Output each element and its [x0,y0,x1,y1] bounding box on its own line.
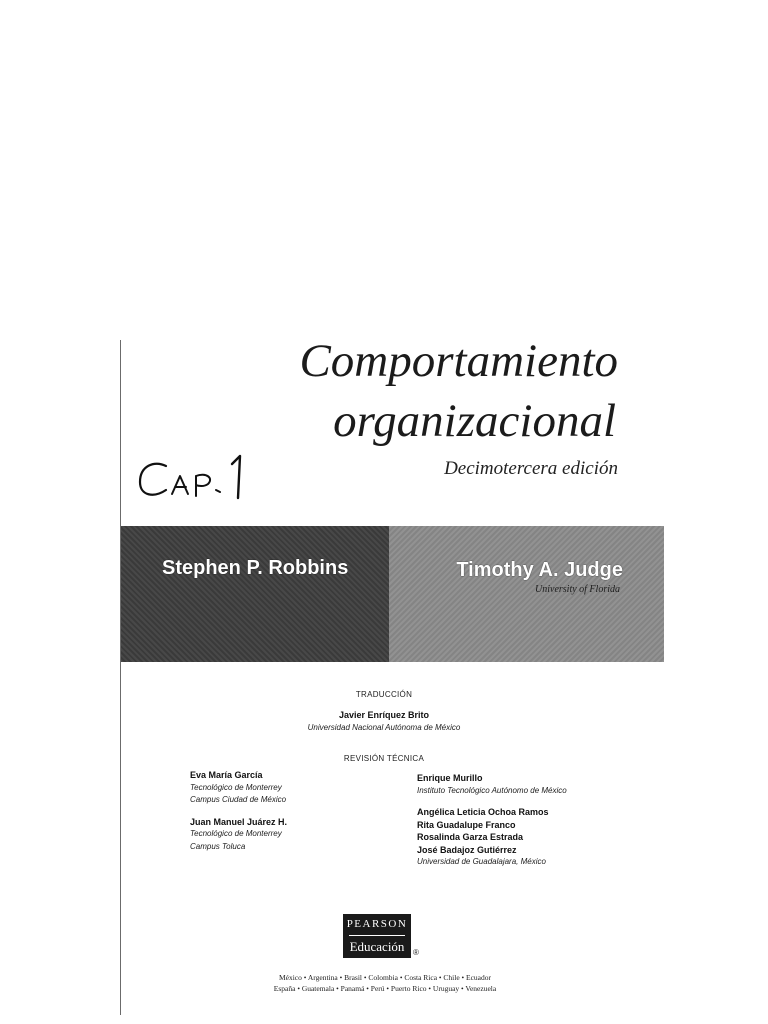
pearson-logo [343,914,411,958]
reviewer-name: José Badajoz Gutiérrez [417,844,517,855]
reviewer-institution: Instituto Tecnológico Autónomo de México [417,785,567,795]
author-affiliation-robbins [200,585,350,594]
technical-review-heading: REVISIÓN TÉCNICA [343,754,425,763]
logo-subtitle: Educación [349,939,405,954]
reviewer-name: Enrique Murillo [417,773,483,783]
countries-line-2: España • Guatemala • Panamá • Perú • Puerto Rico • Uruguay • Venezuela [273,984,497,993]
reviewer-name: Juan Manuel Juárez H. [190,816,288,827]
author-name-robbins: Stephen P. Robbins [162,557,349,579]
translation-heading: TRADUCCIÓN [355,690,413,699]
reviewer-name: Angélica Leticia Ochoa Ramos [417,807,549,817]
reviewer-name: Eva María García [190,770,263,780]
author-affiliation-judge: University of Florida [535,584,620,595]
translator-name: Javier Enríquez Brito [338,710,430,720]
logo-divider [349,935,405,936]
reviewer-name: Rita Guadalupe Franco [417,819,516,830]
author-band-light [389,526,664,662]
book-title-line2: organizacional [333,395,616,447]
left-margin-rule [120,340,121,1015]
translator-institution: Universidad Nacional Autónoma de México [307,723,461,732]
reviewer-campus: Campus Ciudad de México [190,795,287,804]
reviewer-institution: Tecnológico de Monterrey [190,829,282,838]
edition-label: Decimotercera edición [444,458,618,479]
author-name-judge: Timothy A. Judge [456,559,623,581]
reviewers-right-column [417,772,567,869]
handwritten-cap-note [136,452,276,504]
book-title-line1: Comportamiento [299,335,618,387]
reviewer-campus: Campus Toluca [190,841,246,851]
author-band-dark [121,526,389,662]
registered-mark: ® [413,948,419,957]
reviewer-institution: Tecnológico de Monterrey [190,782,282,792]
reviewer-name: Rosalinda Garza Estrada [417,832,524,842]
logo-wordmark: PEARSON [346,918,408,930]
reviewer-institution: Universidad de Guadalajara, México [417,857,546,866]
countries-line-1: México • Argentina • Brasil • Colombia • Costa Rica • Chile • Ecuador [278,973,492,982]
reviewers-left-column [190,769,287,853]
